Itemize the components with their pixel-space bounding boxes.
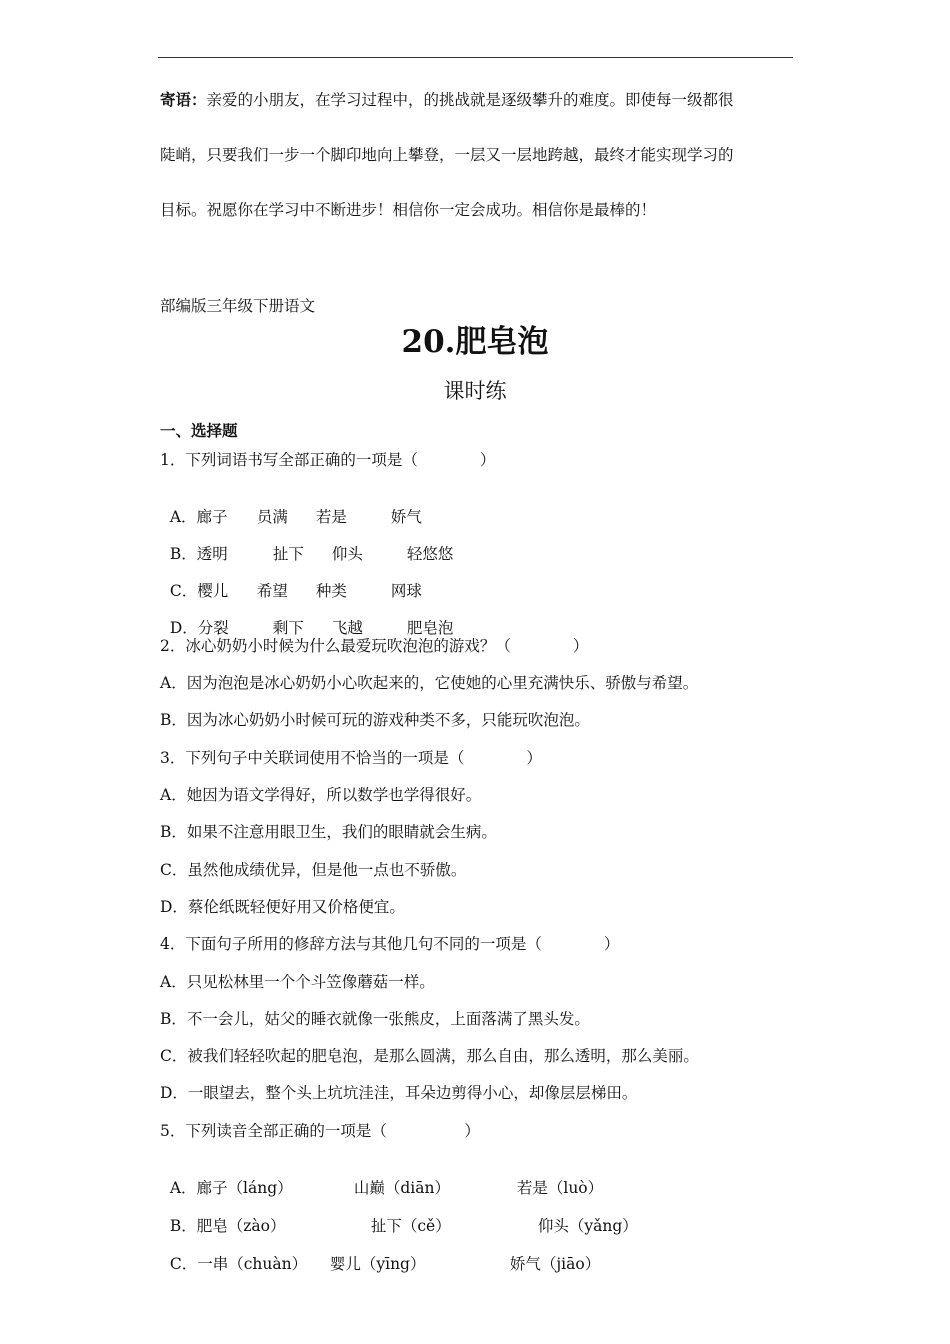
- intro-line-2: 陡峭，只要我们一步一个脚印地向上攀登，一层又一层地跨越，最终才能实现学习的: [160, 146, 734, 164]
- intro-line-3: 目标。祝愿你在学习中不断进步！相信你一定会成功。相信你是最棒的！: [160, 201, 657, 219]
- question-4-stem: 4．下面句子所用的修辞方法与其他几句不同的一项是（ ）: [160, 935, 620, 953]
- intro-line-1: [160, 90, 734, 110]
- option-cell: 种类: [315, 582, 347, 600]
- question-5-option-a: [160, 1158, 603, 1198]
- option-cell: 娇气: [390, 508, 422, 526]
- question-1-stem: 1．下列词语书写全部正确的一项是（ ）: [160, 451, 496, 469]
- option-cell: 肥皂泡: [406, 619, 454, 637]
- header-rule: [158, 57, 793, 58]
- question-2-stem: 2．冰心奶奶小时候为什么最爱玩吹泡泡的游戏？（ ）: [160, 637, 589, 655]
- page-title: 20.肥皂泡: [401, 324, 549, 360]
- option-cell: 希望: [256, 582, 288, 600]
- option-cell: 若是: [315, 508, 347, 526]
- question-1-option-b: [160, 524, 453, 564]
- option-cell: D．分裂: [169, 619, 229, 637]
- question-1-option-c: [160, 561, 422, 601]
- option-cell: 扯下: [272, 545, 304, 563]
- section-title: 一、选择题: [160, 421, 238, 440]
- question-4-option-a: A．只见松林里一个个斗笠像蘑菇一样。: [160, 973, 435, 991]
- question-1-option-a: [160, 487, 422, 527]
- question-3-option-d: D．蔡伦纸既轻便好用又价格便宜。: [160, 898, 405, 916]
- question-5-option-b: [160, 1196, 638, 1236]
- option-cell: A．廊子: [169, 508, 228, 526]
- option-cell: 员满: [256, 508, 288, 526]
- page-subtitle: 课时练: [443, 379, 507, 403]
- question-3-stem: 3．下列句子中关联词使用不恰当的一项是（ ）: [160, 749, 542, 767]
- option-cell: 网球: [390, 582, 422, 600]
- option-cell: 剩下: [272, 619, 304, 637]
- question-3-option-b: B．如果不注意用眼卫生，我们的眼睛就会生病。: [160, 823, 497, 841]
- question-2-option-a: A．因为泡泡是冰心奶奶小心吹起来的，它使她的心里充满快乐、骄傲与希望。: [160, 674, 699, 692]
- option-cell: B．透明: [169, 545, 228, 563]
- option-cell: 若是（luò）: [516, 1179, 604, 1197]
- question-5-stem: 5．下列读音全部正确的一项是（ ）: [160, 1122, 480, 1140]
- option-cell: 仰头（yǎng）: [537, 1217, 638, 1235]
- option-cell: 娇气（jiāo）: [509, 1255, 601, 1273]
- option-cell: 轻悠悠: [406, 545, 454, 563]
- option-cell: A．廊子（láng）: [169, 1179, 293, 1197]
- option-cell: C．樱儿: [169, 582, 229, 600]
- question-4-option-b: B．不一会儿，姑父的睡衣就像一张熊皮，上面落满了黑头发。: [160, 1010, 590, 1028]
- question-2-option-b: B．因为冰心奶奶小时候可玩的游戏种类不多，只能玩吹泡泡。: [160, 711, 590, 729]
- option-cell: 仰头: [331, 545, 363, 563]
- question-5-option-c: [160, 1234, 600, 1274]
- question-3-option-a: A．她因为语文学得好，所以数学也学得很好。: [160, 786, 482, 804]
- question-3-option-c: C．虽然他成绩优异，但是他一点也不骄傲。: [160, 861, 467, 879]
- option-cell: 山巅（diān）: [353, 1179, 450, 1197]
- question-1-option-d: [160, 598, 453, 638]
- subject-label: 部编版三年级下册语文: [160, 297, 316, 315]
- question-4-option-c: C．被我们轻轻吹起的肥皂泡，是那么圆满，那么自由，那么透明，那么美丽。: [160, 1047, 699, 1065]
- question-4-option-d: D．一眼望去，整个头上坑坑洼洼，耳朵边剪得小心，却像层层梯田。: [160, 1084, 638, 1102]
- option-cell: B．肥皂（zào）: [169, 1217, 286, 1235]
- intro-text-1: 亲爱的小朋友，在学习过程中，的挑战就是逐级攀升的难度。即使每一级都很: [206, 91, 734, 109]
- intro-label: 寄语：: [160, 90, 207, 109]
- option-cell: 婴儿（yīng）: [329, 1255, 426, 1273]
- option-cell: 扯下（cě）: [370, 1217, 451, 1235]
- option-cell: C．一串（chuàn）: [169, 1255, 308, 1273]
- option-cell: 飞越: [331, 619, 363, 637]
